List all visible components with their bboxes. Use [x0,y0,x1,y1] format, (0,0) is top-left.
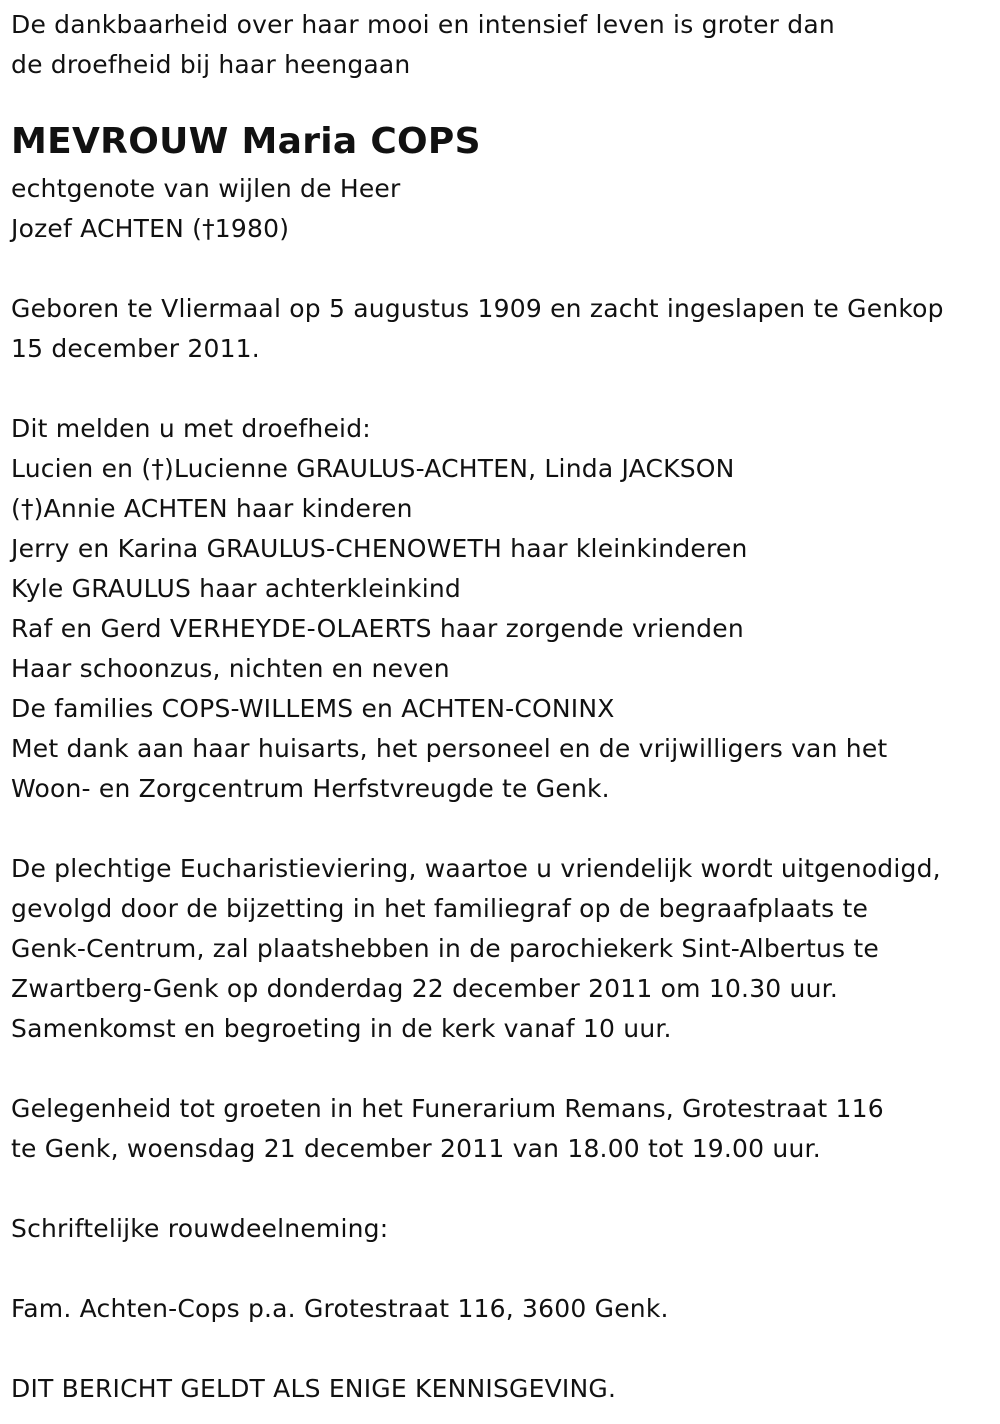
ceremony-line: Genk-Centrum, zal plaatshebben in de parochiekerk Sint-Albertus te [11,934,879,963]
ceremony-line: Zwartberg-Genk op donderdag 22 december 2011 om 10.30 uur. [11,974,838,1003]
ceremony-line: Samenkomst en begroeting in de kerk vanaf 10 uur. [11,1014,672,1043]
obituary-document [11,5,996,1409]
family-line: Haar schoonzus, nichten en neven [11,654,450,683]
spacer [11,369,996,409]
intro-line: de droefheid bij haar heengaan [11,50,411,79]
family-line: Dit melden u met droefheid: [11,414,371,443]
spouse-text [11,169,996,249]
family-line: Lucien en (†)Lucienne GRAULUS-ACHTEN, Linda JACKSON [11,454,735,483]
birth-death-line: 15 december 2011. [11,334,260,363]
deceased-name-title: MEVROUW Maria COPS [11,121,481,162]
family-line: Kyle GRAULUS haar achterkleinkind [11,574,461,603]
spacer [11,1169,996,1209]
spacer [11,1249,996,1289]
spacer [11,249,996,289]
spacer [11,809,996,849]
sole-notice: DIT BERICHT GELDT ALS ENIGE KENNISGEVING. [11,1374,617,1403]
visitation-text [11,1089,996,1169]
spouse-line: Jozef ACHTEN (†1980) [11,214,290,243]
ceremony-line: De plechtige Eucharistieviering, waartoe u vriendelijk wordt uitgenodigd, [11,854,941,883]
condolence-label: Schriftelijke rouwdeelneming: [11,1214,389,1243]
intro-text [11,5,996,85]
family-line: (†)Annie ACHTEN haar kinderen [11,494,413,523]
ceremony-text [11,849,996,1049]
condolence-address: Fam. Achten-Cops p.a. Grotestraat 116, 3600 Genk. [11,1294,669,1323]
family-list [11,409,996,809]
visitation-line: te Genk, woensdag 21 december 2011 van 18.00 tot 19.00 uur. [11,1134,821,1163]
visitation-line: Gelegenheid tot groeten in het Funerarium Remans, Grotestraat 116 [11,1094,884,1123]
spacer [11,1049,996,1089]
family-line: Jerry en Karina GRAULUS-CHENOWETH haar kleinkinderen [11,534,748,563]
family-line: De families COPS-WILLEMS en ACHTEN-CONINX [11,694,615,723]
spacer [11,1329,996,1369]
family-line: Raf en Gerd VERHEYDE-OLAERTS haar zorgende vrienden [11,614,744,643]
birth-death-text [11,289,996,369]
birth-death-line: Geboren te Vliermaal op 5 augustus 1909 en zacht ingeslapen te Genkop [11,294,944,323]
spouse-line: echtgenote van wijlen de Heer [11,174,401,203]
family-line: Met dank aan haar huisarts, het personeel en de vrijwilligers van het [11,734,888,763]
family-line: Woon- en Zorgcentrum Herfstvreugde te Genk. [11,774,610,803]
intro-line: De dankbaarheid over haar mooi en intensief leven is groter dan [11,10,835,39]
ceremony-line: gevolgd door de bijzetting in het familiegraf op de begraafplaats te [11,894,869,923]
